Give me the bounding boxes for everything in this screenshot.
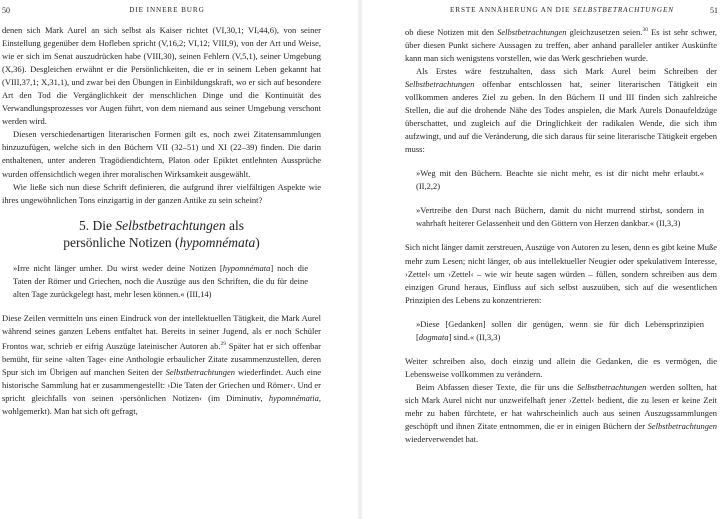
- left-paragraph-4: Diese Zeilen vermitteln uns einen Eindruck von der intellektuellen Tätigkeit, die Mark Aurel während seines ganzen Lebens entfaltet hat. Bereits in seiner Jugend, als er noch Schüler Frontos war, schrieb er eifrig Auszüge lateinischer Autoren ab.$^{29}$ Später hat er sich offenbar bemüht, für seine ›alten Tage‹ eine Anthologie erbaulicher Zitate zusammenzustellen, deren Spur sich im Übrigen auf manchen Seiten der Selbstbetrachtungen wiederfindet. Auch eine historische Sammlung hat er zusammengestellt: ›Die Taten der Griechen und Römer‹. Und er spricht gleichfalls von seinen ›persönlichen Notizen‹ (im Diminutiv, hypomnématia, wohlgemerkt). Man hat sich oft gefragt,: [2, 312, 321, 416]
- section-heading: 5. Die Selbstbetrachtungen als persönliche Notizen (hypomnémata): [63, 217, 260, 250]
- footnote-30[interactable]: 30: [642, 27, 648, 33]
- left-paragraph-2: Diesen verschiedenartigen literarischen Formen gilt es, noch zwei Zitatensammlungen hinzuzufügen, welche sich in den Büchern VII (32–51) und XI (22–39) finden. Die darin enthaltenen, unter anderen Tragödiendichtern, Platon oder Epiktet entlehnten Aussprüche wurden offensichtlich wegen ihrer moralischen Wirksamkeit ausgewählt.: [2, 129, 321, 179]
- right-paragraph-4: Weiter schreiben also, doch einzig und allein die Gedanken, die es vermögen, die Lebensweise vollkommen zu verändern.: [405, 355, 717, 379]
- right-block-quote-1: »Weg mit den Büchern. Beachte sie nicht mehr, es ist dir nicht mehr erlaubt.« (II,2,2): [416, 168, 704, 192]
- left-block-quote: »Irre nicht länger umher. Du wirst weder deine Notizen [hypomnémata] noch die Taten der Römer und Griechen, noch die Auszüge aus den Schriften, die du für deine alten Tage zurückgelegt hast, mehr lesen können.« (III,14): [13, 262, 308, 299]
- right-page: [360, 0, 720, 519]
- right-page-body: [405, 24, 717, 446]
- left-paragraph-3: Wie ließe sich nun diese Schrift definieren, die aufgrund ihrer vielfältigen Aspekte wie ihres ungewöhnlichen Tons einzigartig in der ganzen Antike zu sein scheint?: [2, 181, 321, 205]
- footnote-29[interactable]: 29: [220, 340, 226, 347]
- right-paragraph-5: Beim Abfassen dieser Texte, die für uns die Selbstbetrachtungen werden sollten, hat sich Mark Aurel nicht nur unzweifelhaft jener ›Zettel‹ bedient, die zu lesen er keine Zeit mehr zu haben fürchtete, er hat wahrscheinlich auch aus seinen Auszugssammlungen geschöpft und ihnen Zitate entnommen, die er in einigen Büchern der Selbstbetrachtungen wiederverwendet hat.: [405, 381, 717, 445]
- right-block-quote-2: »Vertreibe den Durst nach Büchern, damit du nicht murrend stirbst, sondern in wahrhaft heiterer Gelassenheit und den Göttern von Herzen dankbar.« (II,3,3): [416, 205, 704, 229]
- left-paragraph-1: denen sich Mark Aurel an sich selbst als Kaiser richtet (VI,30,1; VI,44,6), von seiner Einstellung gegenüber dem Hofleben spricht (V,16,2; VI,12; VIII,9), von der Art und Weise, wie er sich im Senat auszudrücken habe (VIII,30), seinen Fehlern (V,5,1), seiner Umgebung (X,36). Desgleichen erwähnt er die Persönlichkeiten, die er in seinem Leben gekannt hat (VIII,37,1; X,31,1), und zwar bei den Übungen in Einbildungskraft, wo er sich auf besondere Art den Tod die Vergänglichkeit der menschlichen Dinge und die Kontinuität des Verwandlungsprozesses vor Augen führt, von dem niemand aus seiner Umgebung verschont werden wird.: [2, 25, 321, 127]
- right-paragraph-3: Sich nicht länger damit zerstreuen, Auszüge von Autoren zu lesen, denn es gibt keine Muße mehr zum Lesen; nicht länger, ob aus intellektueller Neugier oder spekulativem Interesse, ›Zettel‹ um ›Zettel‹ – wie wir heute sagen würden – füllen, sondern schreiben aus dem einzigen Grund heraus, Einfluss auf sich selbst auszuüben, sich auf die wesentlichen Prinzipien des Lebens zu konzentrieren:: [405, 242, 717, 305]
- right-paragraph-2: Als Erstes wäre festzuhalten, dass sich Mark Aurel beim Schreiben der Selbstbetrachtungen offenbar entschlossen hat, seiner literarischen Tätigkeit ein vollkommen anderes Ziel zu geben. In den Büchern II und III finden sich zahlreiche Stellen, die auf die drohende Nähe des Todes anspielen, die Mark Aurels Donaufeldzüge überschattet, und zugleich auf die Dringlichkeit der radikalen Wende, die sich ihm aufzwingt, und auf die Veränderung, die sich daraus für seine literarische Tätigkeit ergeben muss:: [405, 65, 717, 155]
- right-page-number: 51: [710, 5, 718, 15]
- right-paragraph-1: ob diese Notizen mit den Selbstbetrachtungen gleichzusetzen seien.$^{30}$ Es ist sehr schwer, über diesen Punkt sichere Aussagen zu treffen, aber anhand paralleler antiker Auskünfte kann man sich wenigstens vorstellen, wie das Werk geschrieben wurde.: [405, 26, 718, 63]
- right-running-head-title: ERSTE ANNÄHERUNG AN DIE SELBSTBETRACHTUNGEN: [450, 6, 674, 14]
- left-page-body: [2, 24, 321, 418]
- left-running-head: [2, 4, 334, 16]
- right-running-head: [404, 4, 718, 16]
- right-block-quote-3: »Diese [Gedanken] sollen dir genügen, wenn sie für dich Lebensprinzipien [dogmata] sind.« (II,3,3): [416, 318, 704, 342]
- left-running-head-title: DIE INNERE BURG: [129, 6, 205, 14]
- left-page-number: 50: [2, 5, 10, 15]
